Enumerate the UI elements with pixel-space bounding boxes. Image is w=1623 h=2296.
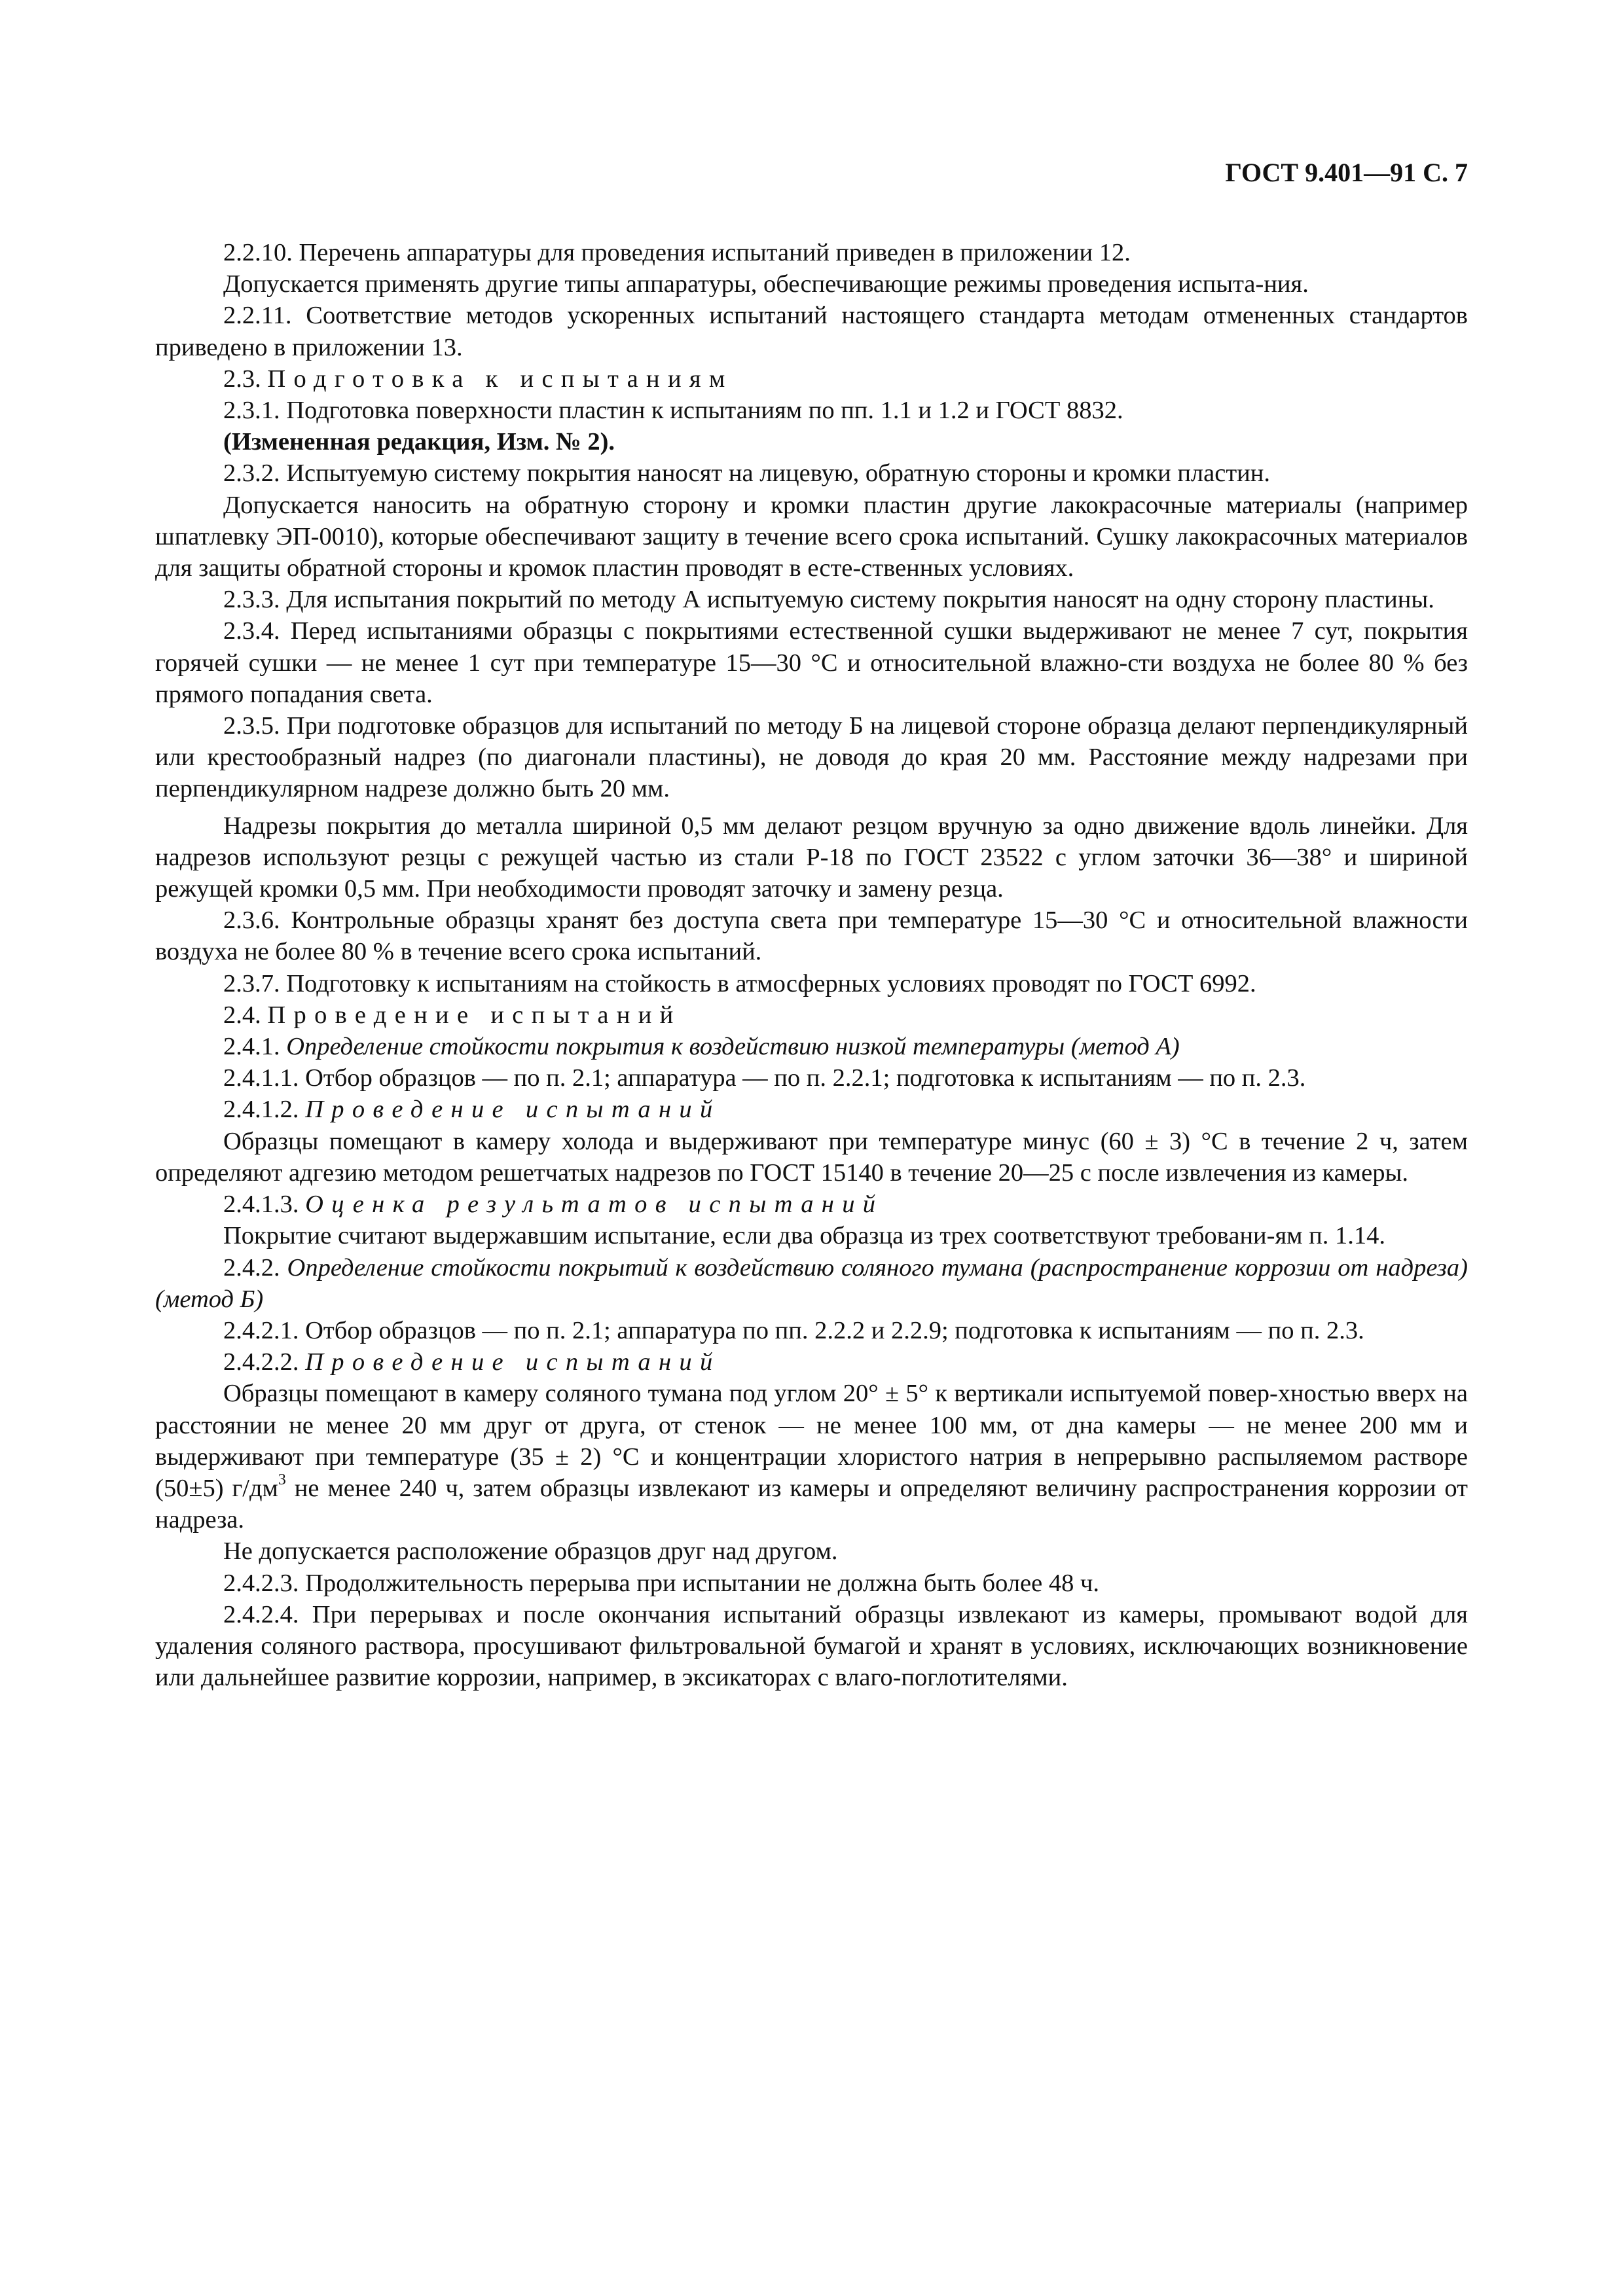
paragraph-2-3-6: 2.3.6. Контрольные образцы хранят без доступа света при температуре 15—30 °С и относительной влажности воздуха не более 80 % в течение всего срока испытаний. [155,906,1468,966]
paragraph-2-2-11: 2.2.11. Соответствие методов ускоренных испытаний настоящего стандарта методам отмененных стандартов приведено в приложении 13. [155,302,1468,361]
paragraph-2-2-10: 2.2.10. Перечень аппаратуры для проведения испытаний приведен в приложении 12. [223,239,1131,266]
paragraph-salt-fog-test [155,1378,1468,1535]
paragraph-2-4-1-1: 2.4.1.1. Отбор образцов — по п. 2.1; аппаратура — по п. 2.2.1; подготовка к испытаниям — по п. 2.3. [223,1064,1306,1092]
section-heading-2-3 [155,363,1468,395]
subheading-title: Проведение испытаний [305,1348,721,1376]
section-number: 2.4.2.2. [223,1348,306,1376]
paragraph-cold-test: Образцы помещают в камеру холода и выдерживают при температуре минус (60 ± 3) °С в течение 2 ч, затем определяют адгезию методом решетчатых надрезов по ГОСТ 15140 в течение 20—25 с после извлечения из камеры. [155,1127,1468,1187]
subheading-2-4-1-3 [155,1189,1468,1220]
subsection-title: Определение стойкости покрытия к воздействию низкой температуры (метод А) [286,1033,1180,1061]
subheading-title: Проведение испытаний [305,1096,721,1124]
subsection-heading-2-4-2 [155,1252,1468,1315]
salt-fog-text-part-2: не менее 240 ч, затем образцы извлекают из камеры и определяют величину распространения коррозии от надреза. [155,1474,1468,1534]
paragraph-2-3-1: 2.3.1. Подготовка поверхности пластин к испытаниям по пп. 1.1 и 1.2 и ГОСТ 8832. [223,397,1123,425]
section-number: 2.4.2. [223,1253,287,1282]
section-number: 2.4.1. [223,1033,287,1061]
subheading-2-4-1-2 [155,1094,1468,1125]
paragraph-2-3-7: 2.3.7. Подготовку к испытаниям на стойкость в атмосферных условиях проводят по ГОСТ 6992. [223,969,1256,997]
section-number: 2.4.1.2. [223,1096,306,1124]
paragraph-evaluation: Покрытие считают выдержавшим испытание, если два образца из трех соответствуют требовани-ям п. 1.14. [223,1222,1386,1250]
paragraph-2-3-4: 2.3.4. Перед испытаниями образцы с покрытиями естественной сушки выдерживают не менее 7 сут, покрытия горячей сушки — не менее 1 сут при температуре 15—30 °С и относительной влажно-сти воздуха не более 80 % без прямого попадания света. [155,617,1468,708]
subsection-heading-2-4-1 [155,1031,1468,1062]
section-title: Подготовка к испытаниям [267,365,733,393]
superscript-3: 3 [278,1471,286,1489]
paragraph-cuts: Надрезы покрытия до металла шириной 0,5 мм делают резцом вручную за одно движение вдоль линейки. Для надрезов используют резцы с режущей частью из стали Р-18 по ГОСТ 23522 с углом заточки 36—38° и шириной режущей кромки 0,5 мм. При необходимости проводят заточку и замену резца. [155,812,1468,903]
subheading-title: Оценка результатов испытаний [305,1191,884,1219]
document-page [155,157,1468,1693]
paragraph-2-3-2: 2.3.2. Испытуемую систему покрытия наносят на лицевую, обратную стороны и кромки пластин. [223,459,1270,488]
section-number: 2.4. [223,1001,268,1029]
paragraph-apparatus-note: Допускается применять другие типы аппаратуры, обеспечивающие режимы проведения испыта-ния. [223,270,1309,298]
paragraph-2-3-3: 2.3.3. Для испытания покрытий по методу А испытуемую систему покрытия наносят на одну сторону пластины. [223,586,1434,614]
paragraph-other-materials: Допускается наносить на обратную сторону и кромки пластин другие лакокрасочные материалы (например шпатлевку ЭП-0010), которые обеспечивают защиту в течение всего срока испытаний. Сушку лакокрасочных материалов для защиты обратной стороны и кромок пластин проводят в есте-ственных условиях. [155,491,1468,583]
paragraph-2-4-2-4: 2.4.2.4. При перерывах и после окончания испытаний образцы извлекают из камеры, промывают водой для удаления соляного раствора, просушивают фильтровальной бумагой и хранят в условиях, исключающих возникновение или дальнейшее развитие коррозии, например, в эксикаторах с влаго-поглотителями. [155,1600,1468,1692]
section-number: 2.4.1.3. [223,1191,306,1219]
section-title: Проведение испытаний [267,1001,682,1029]
subsection-title: Определение стойкости покрытий к воздействию соляного тумана (распространение коррозии от надреза) (метод Б) [155,1253,1468,1313]
paragraph-2-4-2-1: 2.4.2.1. Отбор образцов — по п. 2.1; аппаратура по пп. 2.2.2 и 2.2.9; подготовка к испытаниям — по п. 2.3. [223,1316,1364,1344]
document-body [155,237,1468,1693]
salt-fog-text-part-1: Образцы помещают в камеру соляного тумана под углом 20° ± 5° к вертикали испытуемой повер-хностью вверх на расстоянии не менее 20 мм друг от друга, от стенок — не менее 100 мм, от дна камеры — не менее 200 мм и выдерживают при температуре (35 ± 2) °С и концентрации хлористого натрия в непрерывно распыляемом растворе (50±5) г/дм [155,1380,1468,1502]
paragraph-placement-note: Не допускается расположение образцов друг над другом. [223,1537,838,1566]
section-number: 2.3. [223,365,268,393]
paragraph-2-4-2-3: 2.4.2.3. Продолжительность перерыва при испытании не должна быть более 48 ч. [223,1569,1099,1597]
paragraph-2-3-5: 2.3.5. При подготовке образцов для испытаний по методу Б на лицевой стороне образца делают перпендикулярный или крестообразный надрез (по диагонали пластины), не доводя до края 20 мм. Расстояние между надрезами при перпендикулярном надрезе должно быть 20 мм. [155,712,1468,803]
amendment-note: (Измененная редакция, Изм. № 2). [223,428,615,456]
running-header: ГОСТ 9.401—91 С. 7 [1225,158,1468,187]
section-heading-2-4 [155,999,1468,1031]
subheading-2-4-2-2 [155,1346,1468,1378]
